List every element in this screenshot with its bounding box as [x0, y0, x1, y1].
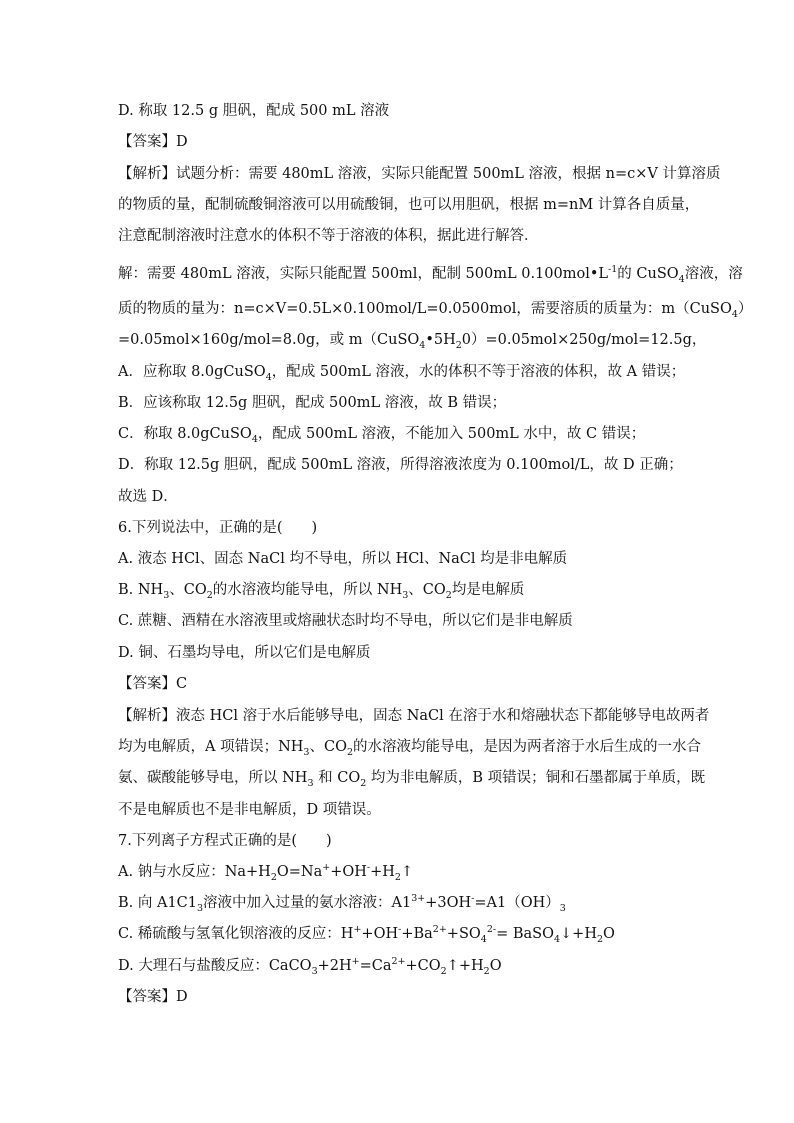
q5-item-c: C．称取 8.0gCuSO$_4$，配成 500mL 溶液，不能加入 500mL 水中，故 C 错误； — [118, 426, 646, 445]
q6-option-b: B. $NH_3$、$CO_2$的水溶液均能导电，所以 $NH_3$、$CO_2$均是电解质 — [118, 582, 525, 601]
q5-option-d: D. 称取 12.5 g 胆矾，配成 500 mL 溶液 — [118, 103, 390, 119]
q7-option-a: A. 钠与水反应：$Na+H_2O=Na^++OH^-+H_2↑$ — [118, 862, 414, 883]
q7-option-c: C. 稀硫酸与氢氧化钡溶液的反应：$H^++OH^-+Ba^{2+}+SO_4^{2-}=$ $BaSO_4↓+H_2O$ — [118, 924, 615, 945]
q7-option-d: D. 大理石与盐酸反应：$CaCO_3+2H^+=Ca^{2+}+CO_2↑+H_2O$ — [118, 956, 502, 977]
q5-item-a: A．应称取 8.0gCuSO$_4$，配成 500mL 溶液，水的体积不等于溶液的体积，故 A 错误； — [118, 364, 686, 383]
q7-stem: 7.下列离子方程式正确的是( ) — [118, 833, 332, 849]
q7-answer: 【答案】D — [118, 989, 188, 1005]
q5-analysis-line-3: 注意配制溶液时注意水的体积不等于溶液的体积，据此进行解答． — [118, 228, 539, 244]
q5-analysis-line-1: 【解析】试题分析：需要 480mL 溶液，实际只能配置 500mL 溶液，根据 n=c×V 计算溶质 — [118, 166, 721, 182]
q5-item-d: D．称取 12.5g 胆矾，配成 500mL 溶液，所得溶液浓度为 0.100mol/L，故 D 正确； — [118, 457, 683, 473]
q5-answer: 【答案】D — [118, 134, 188, 150]
q6-answer: 【答案】C — [118, 676, 188, 692]
q5-conclusion: 故选 D． — [118, 489, 178, 505]
q6-option-a: A. 液态 HCl、固态 NaCl 均不导电，所以 HCl、NaCl 均是非电解质 — [118, 551, 568, 567]
q6-analysis-line-4: 不是电解质也不是非电解质，D 项错误。 — [118, 802, 381, 818]
q5-analysis-line-2: 的物质的量，配制硫酸铜溶液可以用硫酸铜，也可以用胆矾，根据 m=nM 计算各自质量， — [118, 197, 700, 213]
q6-option-c: C. 蔗糖、酒精在水溶液里或熔融状态时均不导电，所以它们是非电解质 — [118, 613, 573, 629]
q6-analysis-line-3: 氨、碳酸能够导电，所以 $NH_3$ 和 $CO_2$ 均为非电解质，B 项错误；铜和石墨都属于单质，既 — [118, 770, 706, 789]
q6-analysis-line-2: 均为电解质，A 项错误；$NH_3$、$CO_2$的水溶液均能导电，是因为两者溶于水后生成的一水合 — [118, 739, 701, 758]
q6-stem: 6.下列说法中，正确的是( ) — [118, 520, 318, 536]
q5-solution-line-3: =0.05mol×160g/mol=8.0g，或 $m(CuSO_4•5H_20)=0.05mol\times 250g/mol=12.5g$， — [118, 332, 707, 351]
q6-analysis-line-1: 【解析】液态 HCl 溶于水后能够导电，固态 NaCl 在溶于水和熔融状态下都能够导电故两者 — [118, 708, 710, 724]
q5-item-b: B．应该称取 12.5g 胆矾，配成 500mL 溶液，故 B 错误； — [118, 395, 507, 411]
q5-solution-line-1: 解：需要 480mL 溶液，实际只能配置 500ml，配制 500mL $0.100mol•L^{-1}$的 CuSO$_4$溶液，溶 — [118, 264, 743, 285]
q6-option-d: D. 铜、石墨均导电，所以它们是电解质 — [118, 645, 371, 661]
q5-solution-line-2: 质的物质的量为：n=c×V=0.5L×0.100mol/L=0.0500mol，需要溶质的质量为：m（CuSO$_4$） — [118, 301, 753, 320]
q7-option-b: B. 向 $A1C1_3$溶液中加入过量的氨水溶液：$A1^{3+}+3OH^-=A1(OH)_3$ — [118, 893, 566, 914]
